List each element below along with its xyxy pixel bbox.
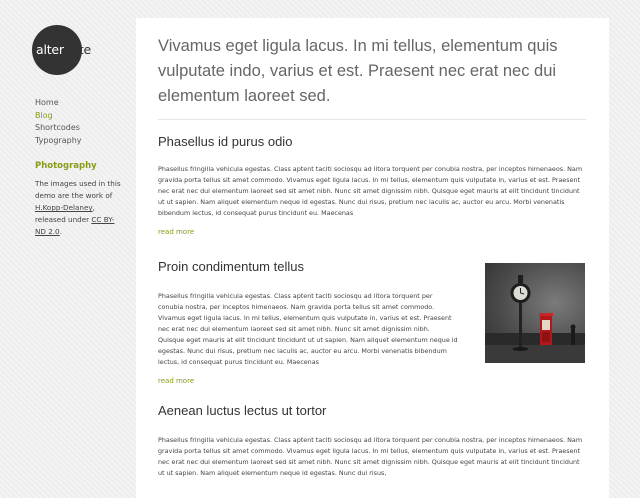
sidebar-nav [35, 97, 82, 147]
main-content [136, 18, 609, 498]
post-excerpt: Phasellus fringilla vehicula egestas. Class aptent taciti sociosqu ad litora torquent per conubia nostra, per inceptos himenaeos. Nam gravida porta tellus sit amet commodo. Vivamus eget ligula lacus. In mi tellus, elementum quis vulputate in, varius et est. Praesent nec erat nec dui elementum laoreet sed sit amet nibh. Nunc sit amet dignissim nibh. Quisque eget mauris at elit tincidunt tincidunt ut ut sapien. Nam aliquet elementum neque id egestas. Nunc dui risus, pretium nec iaculis ac, auctor eu arcu. Morbi venenatis bibendum lectus, id consequat purus tincidunt eu. Maecenas [158, 292, 458, 366]
read-more-link[interactable]: read more [158, 377, 195, 385]
post-title[interactable]: Phasellus id purus odio [158, 134, 293, 149]
post-excerpt: Phasellus fringilla vehicula egestas. Class aptent taciti sociosqu ad litora torquent per conubia nostra, per inceptos himenaeos. Nam gravida porta tellus sit amet commodo. Vivamus eget ligula lacus. In mi tellus, elementum quis vulputate in, varius et est. Praesent nec erat nec dui elementum laoreet sed sit amet nibh. Nunc sit amet dignissim nibh. Quisque eget mauris at elit tincidunt tincidunt ut ut sapien. Nam aliquet elementum neque id egestas. Nunc dui risus, [158, 436, 583, 477]
photography-widget [35, 161, 125, 238]
nav-item-blog[interactable]: Blog [35, 110, 53, 120]
post-title[interactable]: Aenean luctus lectus ut tortor [158, 403, 327, 418]
intro-text: Vivamus eget ligula lacus. In mi tellus, elementum quis vulputate indo, varius et est. Praesent nec erat nec dui elementum laoreet sed. [158, 37, 558, 105]
site-logo[interactable] [32, 25, 92, 75]
widget-text: The images used in this demo are the work of H.Kopp-Delaney, released under CC BY-ND 2.0. [35, 179, 121, 236]
post-image[interactable] [485, 263, 585, 363]
photographer-link[interactable]: H.Kopp-Delaney [35, 203, 93, 212]
nav-item-typography[interactable]: Typography [35, 135, 82, 145]
post-excerpt: Phasellus fringilla vehicula egestas. Class aptent taciti sociosqu ad litora torquent per conubia nostra, per inceptos himenaeos. Nam gravida porta tellus sit amet commodo. Vivamus eget ligula lacus. In mi tellus, elementum quis vulputate in, varius et est. Praesent nec erat nec dui elementum laoreet sed sit amet nibh. Nunc sit amet dignissim nibh. Quisque eget mauris at elit tincidunt tincidunt ut ut sapien. Nam aliquet elementum neque id egestas. Nunc dui risus, pretium nec iaculis ac, auctor eu arcu. Morbi venenatis bibendum lectus, id consequat purus tincidunt eu. Maecenas [158, 165, 583, 217]
post-2 [158, 259, 458, 387]
post-title[interactable]: Proin condimentum tellus [158, 259, 304, 274]
read-more-link[interactable]: read more [158, 228, 195, 236]
license-link[interactable]: CC BY-ND 2.0 [35, 215, 115, 236]
nav-item-home[interactable]: Home [35, 98, 59, 107]
post-3 [158, 403, 588, 479]
intro-divider [158, 119, 586, 120]
widget-title: Photography [35, 161, 97, 171]
nav-item-shortcodes[interactable]: Shortcodes [35, 123, 80, 132]
street-clock-phone-booth-photo-icon [485, 263, 585, 363]
site-logo-text: alternate [36, 42, 92, 57]
post-1 [158, 134, 588, 238]
